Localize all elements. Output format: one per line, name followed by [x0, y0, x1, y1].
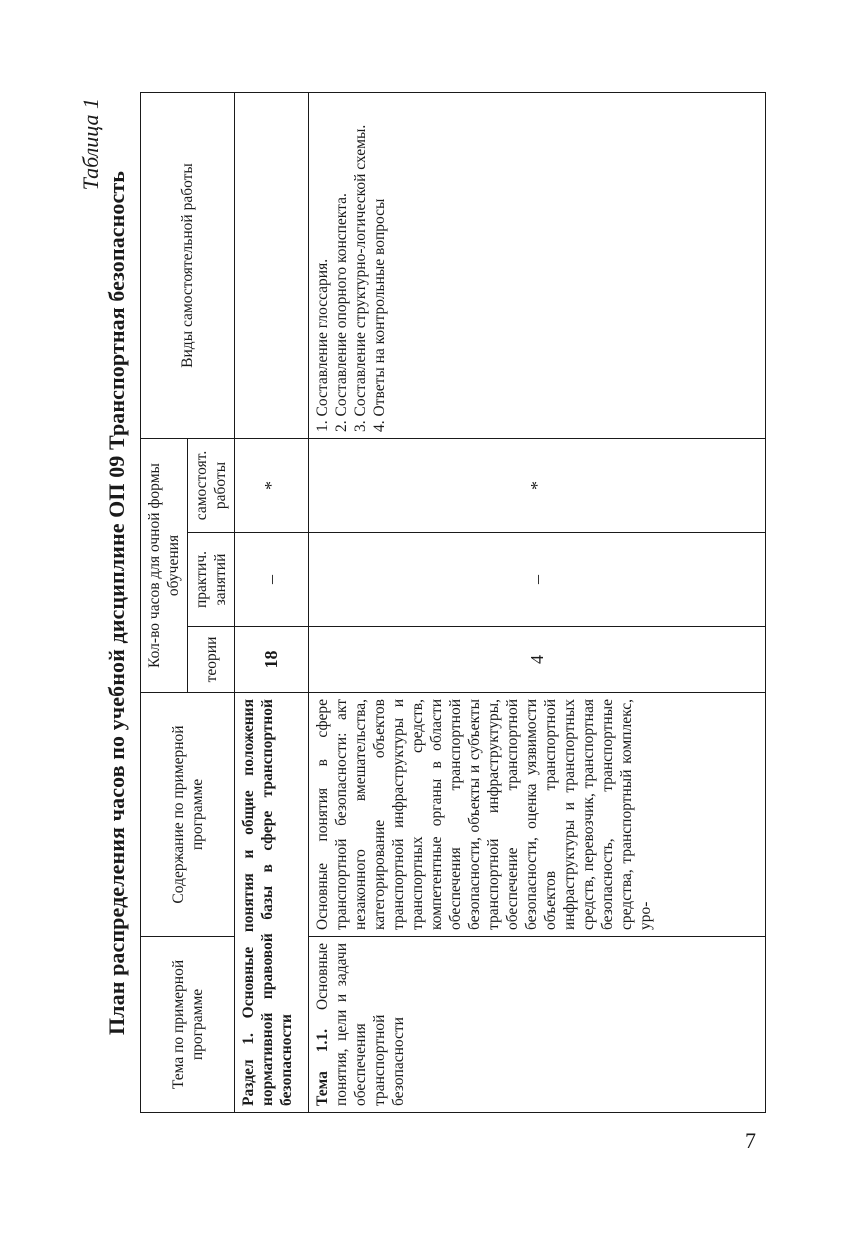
self-work-item: 1. Составление глоссария. — [314, 258, 331, 432]
page-title: План распределения часов по учебной дисциплине ОП 09 Транспортная безопасность — [104, 170, 129, 1036]
topic-theory-hours: 4 — [309, 627, 766, 693]
table-label: Таблица 1 — [78, 98, 103, 191]
header-content: Содержание по примерной программе — [141, 693, 235, 937]
section-practical-hours: – — [235, 533, 309, 627]
section-theory-hours: 18 — [235, 627, 309, 693]
header-theory: теории — [188, 627, 235, 693]
header-hours-group: Кол-во часов для очной формы обучения — [141, 439, 188, 693]
topic-content: Основные понятия в сфере транспортной безопасности: акт незаконного вмешательства, категорирование объектов транспортной инфраструктуры и транспортных средств, компетентные органы в области обеспечения транспортной безопасности, объекты и субъекты транспортной инфраструктуры, обеспечение транспортной безопасности, оценка уязвимости объектов транспортной инфраструктуры и транспортных средств, перевозчик, транспортная безопасность, транспортные средства, транспортный комплекс, уро- — [309, 693, 766, 937]
topic-self-work-types — [309, 93, 766, 439]
topic-title: Основные понятия, цели и задачи обеспечения транспортной безопасности — [314, 943, 407, 1106]
self-work-item: 3. Составление структурно-логической схемы. — [352, 124, 369, 432]
self-work-item: 2. Составление опорного конспекта. — [333, 193, 350, 432]
header-self-work-types: Виды самостоятельной работы — [141, 93, 235, 439]
self-work-item: 4. Ответы на контрольные вопросы — [371, 198, 388, 432]
section-title: Раздел 1. Основные понятия и общие положения нормативной правовой базы в сфере транспортной безопасности — [235, 693, 309, 1113]
topic-self-work-hours: * — [309, 439, 766, 533]
hours-distribution-table — [140, 92, 766, 1113]
topic-cell — [309, 937, 766, 1113]
header-topic: Тема по примерной программе — [141, 937, 235, 1113]
topic-number: Тема 1.1. — [314, 1028, 331, 1106]
topic-practical-hours: – — [309, 533, 766, 627]
rotated-page-content — [78, 88, 768, 1118]
section-self-work-types — [235, 93, 309, 439]
header-self-work: самостоят. работы — [188, 439, 235, 533]
section-self-work-hours: * — [235, 439, 309, 533]
page-number: 7 — [745, 1128, 756, 1153]
self-work-list — [313, 99, 389, 432]
header-practical: практич. занятий — [188, 533, 235, 627]
